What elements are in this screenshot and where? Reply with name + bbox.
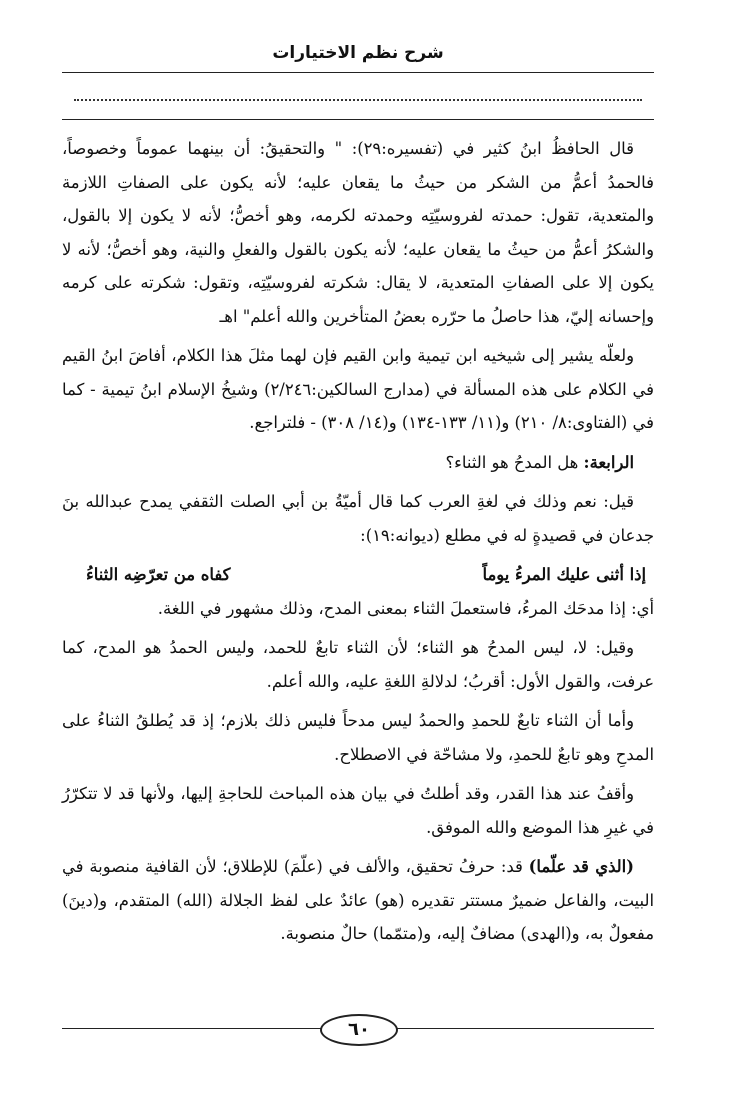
page-number: ٦٠ [320,1014,398,1046]
paragraph-poem-intro: قيل: نعم وذلك في لغةِ العرب كما قال أميّةُ بن أبي الصلت الثقفي يمدح عبدالله بنَ جدعان في قصيدةٍ له في مطلع (ديوانه:١٩): [62,492,654,545]
paragraph-ibn-taymiyya-reference: ولعلّه يشير إلى شيخيه ابن تيمية وابن القيم فإن لهما مثلَ هذا الكلام، أفاضَ ابنُ القيم في الكلام على هذه المسألة في (مدارج السالكين:٢/٢٤٦) وشيخُ الإسلام ابنُ تيمية - كما في (الفتاوى:٨/ ٢١٠) و(١١/ ١٣٣-١٣٤) و(١٤/ ٣٠٨) - فلتراجع. [62,346,654,432]
verse-first-hemistich: إذا أثنى عليك المرءُ يوماً [482,565,646,584]
header-rule [62,72,654,73]
verse-second-hemistich: كفاه من تعرّضِه الثناءُ [86,565,231,584]
page-footer [62,1014,654,1044]
paragraph-second-opinion: وقيل: لا، ليس المدحُ هو الثناء؛ لأن الثناء تابعٌ للحمد، وليس الحمدُ هو المدح، كما عرفت، والقول الأول: أقربُ؛ لدلالةِ اللغةِ عليه، والله أعلم. [62,638,654,691]
paragraph-praise-follows: وأما أن الثناء تابعٌ للحمدِ والحمدُ ليس مدحاً فليس ذلك بلازم؛ إذ قد يُطلقُ الثناءُ على المدحِ وهو تابعٌ للحمدِ، ولا مشاحّة في الاصطلاح. [62,711,654,764]
poem-verse [62,558,654,592]
book-page [62,28,654,1088]
question-text: هل المدحُ هو الثناء؟ [445,452,579,472]
running-header-title: شرح نظم الاختيارات [272,43,444,63]
paragraph-verse-explanation: أي: إذا مدحَك المرءُ، فاستعملَ الثناء بمعنى المدح، وذلك مشهور في اللغة. [157,598,654,618]
question-paragraph [62,446,654,480]
dotted-separator [74,99,642,101]
body-top-rule [62,119,654,120]
question-label: الرابعة: [583,452,634,472]
grammar-analysis-text: قد: حرفُ تحقيق، والألف في (علّمَ) للإطلاق؛ لأن القافية منصوبة في البيت، والفاعل ضميرٌ مستتر تقديره (هو) عائدٌ على لفظ الجلالة (الله) المتقدم، و(دينَ) مفعولٌ به، و(الهدى) مضافٌ إليه، و(متمّما) حالٌ منصوبة. [62,857,654,943]
paragraph-grammar-analysis [62,850,654,951]
verse-quote-lead: (الذي قد علّما) [528,857,634,876]
paragraph-conclusion: وأقفُ عند هذا القدر، وقد أطلتُ في بيان هذه المباحث للحاجةِ إليها، ولأنها قد لا تتكرّرُ في غيرِ هذا الموضع والله الموفق. [62,784,654,837]
paragraph-ibn-kathir-quote: قال الحافظُ ابنُ كثير في (تفسيره:٢٩): " والتحقيقُ: أن بينهما عموماً وخصوصاً، فالحمدُ أعمُّ من الشكر من حيثُ ما يقعان عليه؛ لأنه يكون على الصفاتِ اللازمة والمتعدية، تقول: حمدته لفروسيّتِه وحمدته لكرمه، وهو أخصُّ؛ لأنه لا يكون إلا بالقول، والشكرُ أعمُّ من حيثُ ما يقعان عليه؛ لأنه يكون بالقول والفعلِ والنية، وهو أخصُّ؛ لأنه لا يكون إلا على الصفاتِ المتعدية، لا يقال: شكرته لفروسيّتِه، وتقول: شكرته على كرمه وإحسانه إليّ، هذا حاصلُ ما حرّره بعضُ المتأخرين والله أعلم" اهـ [62,139,654,326]
page-body [62,132,654,951]
